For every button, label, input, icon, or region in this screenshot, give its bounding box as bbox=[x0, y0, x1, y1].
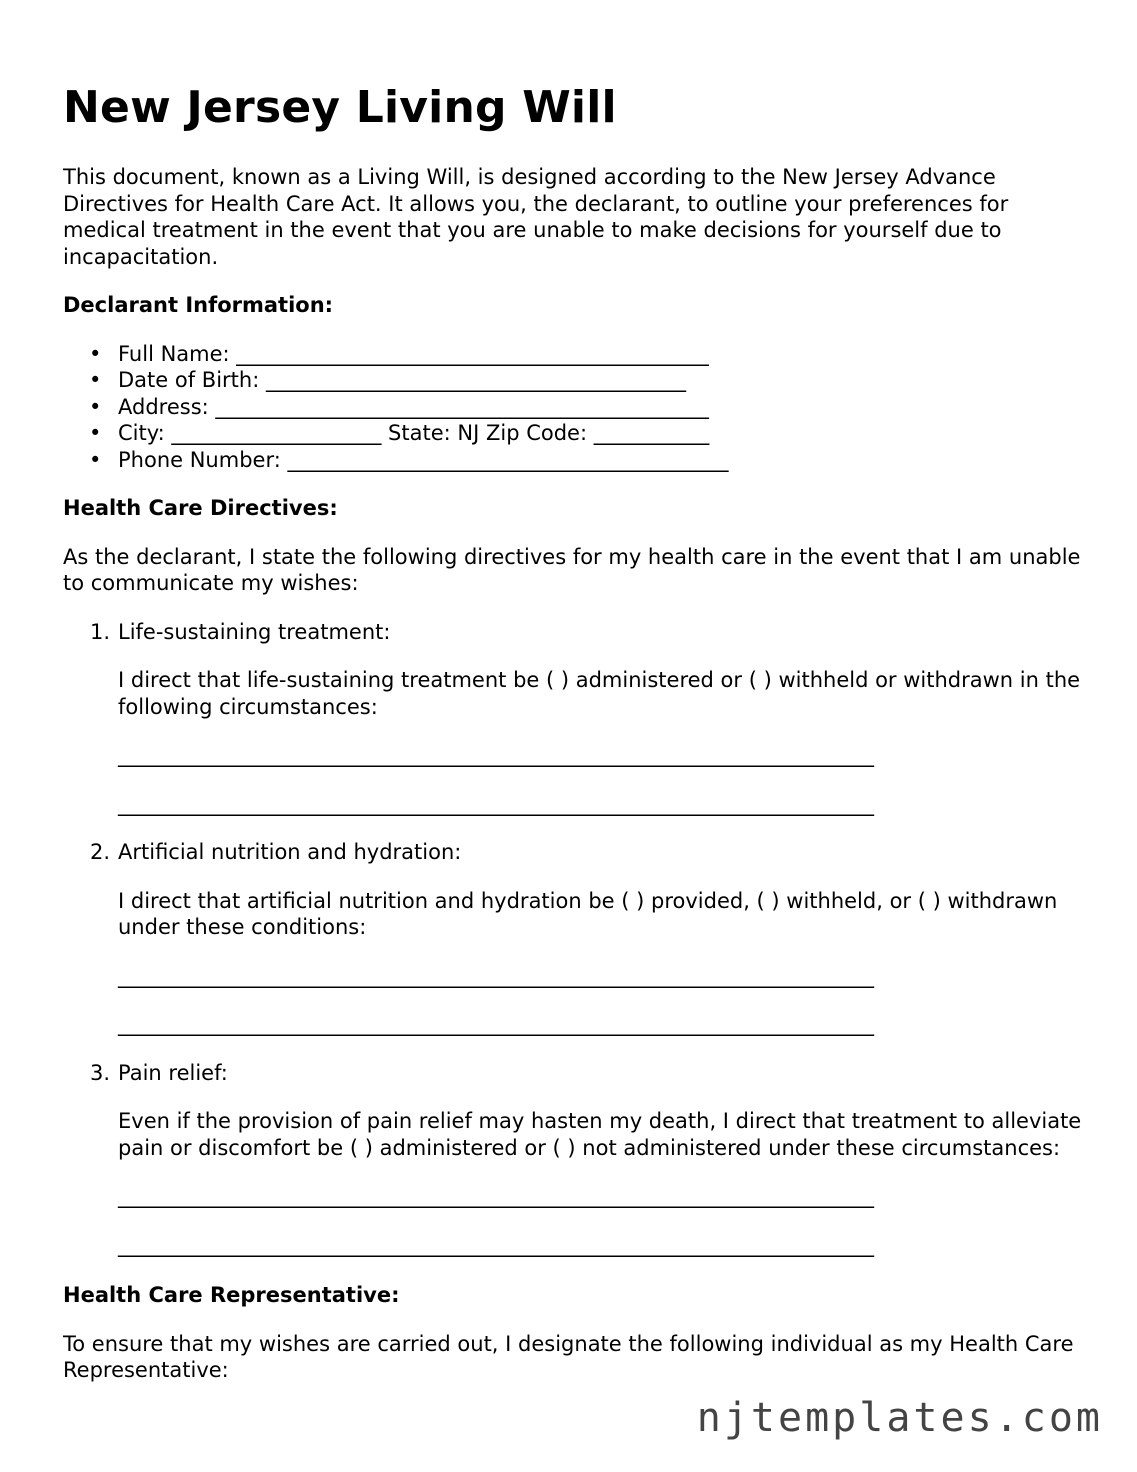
directive-item-life-sustaining bbox=[63, 619, 1083, 818]
directives-heading: Health Care Directives: bbox=[63, 496, 338, 521]
list-item bbox=[89, 394, 1083, 421]
blank-line: ________________________________________________________________________ bbox=[118, 1012, 874, 1037]
blank-line: ________________________________________________________________________ bbox=[118, 743, 874, 768]
blank-line: ________________________________________________________________________ bbox=[118, 1184, 874, 1209]
representative-heading: Health Care Representative: bbox=[63, 1283, 400, 1308]
list-item bbox=[89, 447, 1083, 474]
list-item bbox=[89, 341, 1083, 368]
bullet-icon: • bbox=[89, 447, 102, 472]
item-body: I direct that artificial nutrition and hydration be ( ) provided, ( ) withheld, or ( ) withdrawn under these conditions: bbox=[118, 888, 1058, 940]
item-title: Life-sustaining treatment: bbox=[118, 619, 391, 644]
item-title: Artificial nutrition and hydration: bbox=[118, 840, 462, 865]
city-state-zip-field: City: ____________________ State: NJ Zip Code: ___________ bbox=[118, 421, 710, 446]
item-body: Even if the provision of pain relief may hasten my death, I direct that treatment to alleviate pain or discomfort be ( ) administered or ( ) not administered under these circumstances: bbox=[118, 1109, 1082, 1160]
bullet-icon: • bbox=[89, 368, 102, 393]
document-title: New Jersey Living Will bbox=[63, 82, 617, 133]
full-name-field: Full Name: _____________________________________________ bbox=[118, 341, 709, 366]
bullet-icon: • bbox=[89, 421, 102, 446]
date-of-birth-field: Date of Birth: ________________________________________ bbox=[118, 368, 686, 393]
item-number: 2. bbox=[90, 840, 111, 865]
phone-number-field: Phone Number: __________________________________________ bbox=[118, 447, 729, 472]
watermark: njtemplates.com bbox=[696, 1395, 1103, 1441]
blank-line: ________________________________________________________________________ bbox=[118, 1232, 874, 1257]
item-number: 1. bbox=[90, 619, 111, 644]
bullet-icon: • bbox=[89, 341, 102, 366]
directive-item-nutrition bbox=[63, 839, 1083, 1038]
item-body: I direct that life-sustaining treatment be ( ) administered or ( ) withheld or withdrawn in the following circumstances: bbox=[118, 668, 1081, 719]
representative-text: To ensure that my wishes are carried out, I designate the following individual as my Health Care Representative: bbox=[63, 1331, 1074, 1383]
directive-item-pain-relief bbox=[63, 1060, 1083, 1259]
list-item bbox=[89, 367, 1083, 394]
list-item bbox=[89, 420, 1083, 447]
item-title: Pain relief: bbox=[118, 1060, 228, 1085]
declarant-heading: Declarant Information: bbox=[63, 293, 334, 317]
directives-intro: As the declarant, I state the following directives for my health care in the event that I am unable to communicate my wishes: bbox=[63, 544, 1081, 596]
intro-paragraph: This document, known as a Living Will, is designed according to the New Jersey Advance Directives for Health Care Act. It allows you, the declarant, to outline your preferences for medical treatment in the event that you are unable to make decisions for yourself due to incapacitation. bbox=[63, 165, 1009, 269]
address-field: Address: _______________________________________________ bbox=[118, 394, 709, 419]
blank-line: ________________________________________________________________________ bbox=[118, 791, 874, 816]
document-page bbox=[63, 78, 1083, 1384]
item-number: 3. bbox=[90, 1060, 111, 1085]
declarant-info-list bbox=[63, 341, 1083, 474]
bullet-icon: • bbox=[89, 394, 102, 419]
blank-line: ________________________________________________________________________ bbox=[118, 963, 874, 988]
